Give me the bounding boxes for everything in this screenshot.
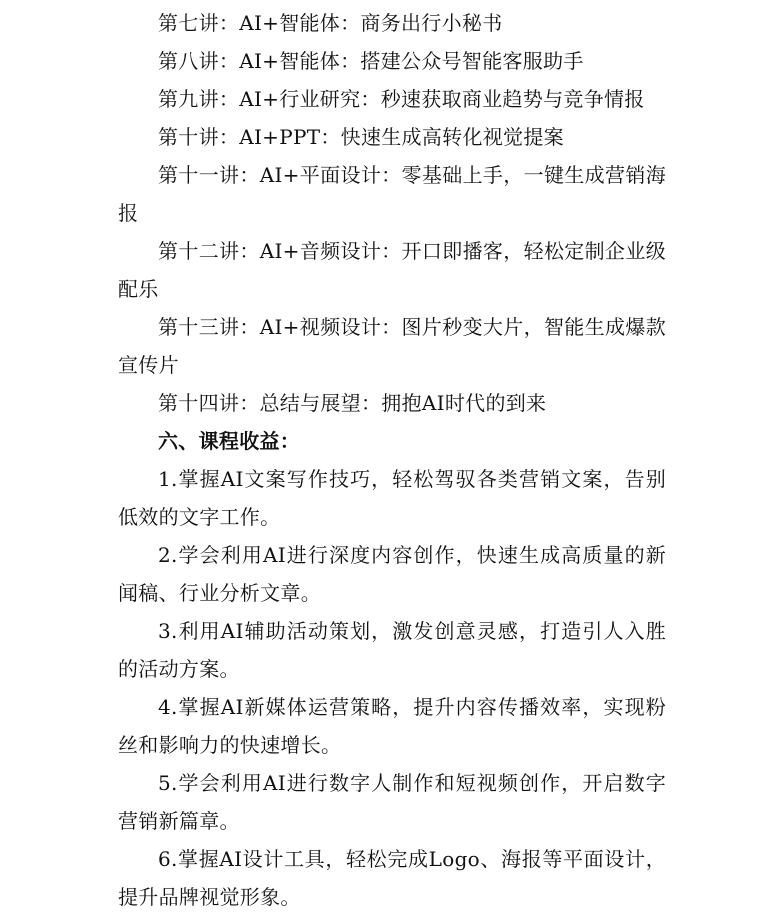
lecture-8: 第八讲：AI+智能体：搭建公众号智能客服助手 [158,49,584,73]
lecture-13: 第十三讲：AI+视频设计：图片秒变大片，智能生成爆款宣传片 [118,315,666,377]
benefit-4: 4.掌握AI新媒体运营策略，提升内容传播效率，实现粉丝和影响力的快速增长。 [118,695,666,757]
lecture-11: 第十一讲：AI+平面设计：零基础上手，一键生成营销海报 [118,163,666,225]
section-heading-course-benefits: 六、课程收益： [158,429,301,453]
document-body [118,4,666,916]
lecture-12: 第十二讲：AI+音频设计：开口即播客，轻松定制企业级配乐 [118,239,666,301]
lecture-10: 第十讲：AI+PPT：快速生成高转化视觉提案 [158,125,564,149]
benefit-6: 6.掌握AI设计工具，轻松完成Logo、海报等平面设计，提升品牌视觉形象。 [118,847,666,909]
lecture-14: 第十四讲：总结与展望：拥抱AI时代的到来 [158,391,547,415]
benefit-3: 3.利用AI辅助活动策划，激发创意灵感，打造引人入胜的活动方案。 [118,619,666,681]
lecture-9: 第九讲：AI+行业研究：秒速获取商业趋势与竞争情报 [158,87,645,111]
lecture-7: 第七讲：AI+智能体：商务出行小秘书 [158,11,503,35]
benefit-5: 5.学会利用AI进行数字人制作和短视频创作，开启数字营销新篇章。 [118,771,666,833]
benefit-2: 2.学会利用AI进行深度内容创作，快速生成高质量的新闻稿、行业分析文章。 [118,543,666,605]
benefit-1: 1.掌握AI文案写作技巧，轻松驾驭各类营销文案，告别低效的文字工作。 [118,467,666,529]
